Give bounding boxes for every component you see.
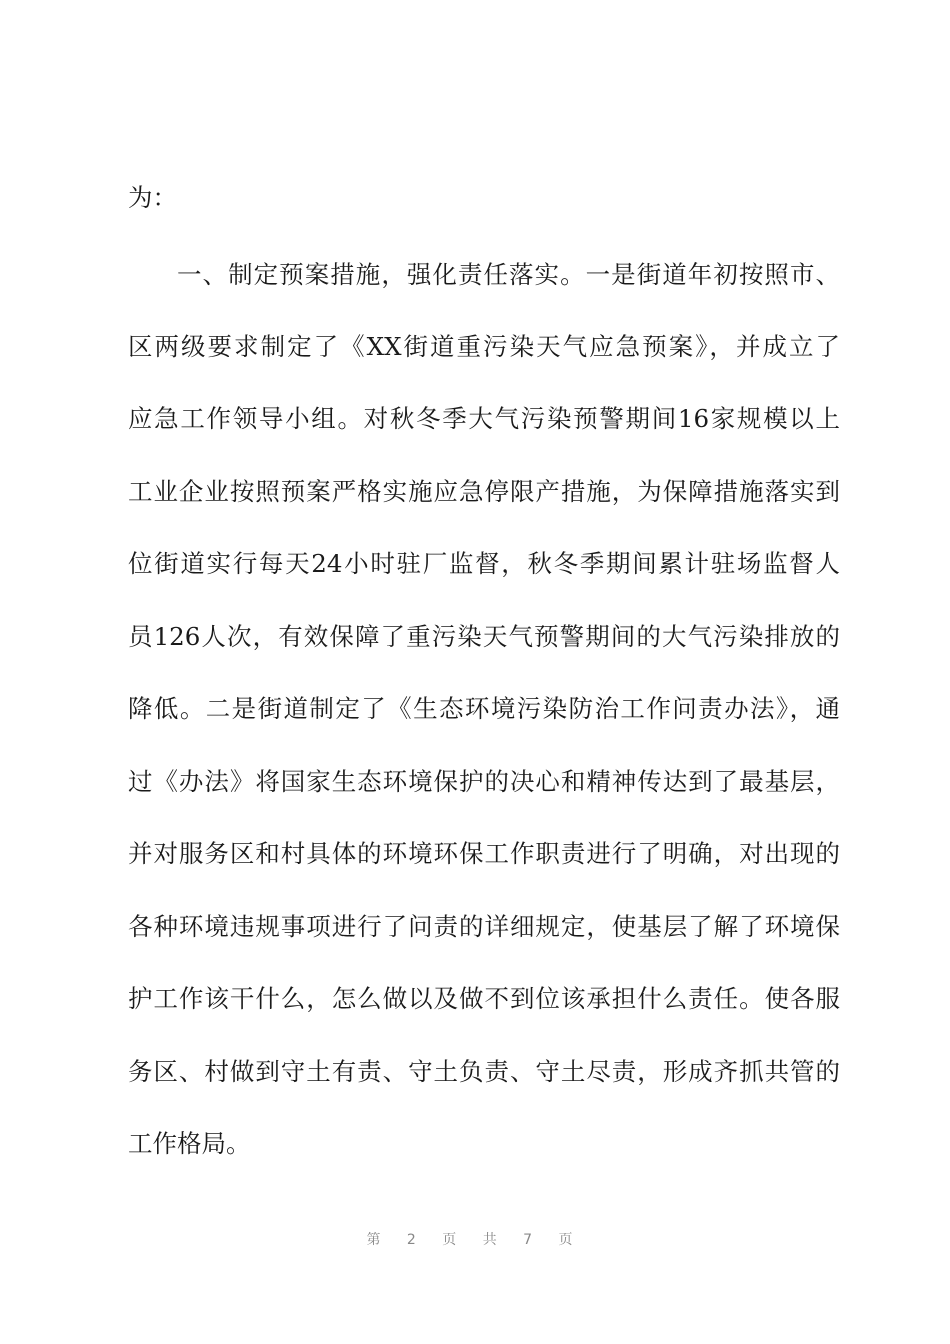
text-line: 为： <box>128 183 177 212</box>
text-line: 工业企业按照预案严格实施应急停限产措施，为保障措施落实到 <box>128 477 840 506</box>
paragraph-first-line: 一、制定预案措施，强化责任落实。一是街道年初按照市、 <box>177 260 840 289</box>
text-line: 并对服务区和村具体的环境环保工作职责进行了明确，对出现的 <box>128 839 840 868</box>
text-line: 过《办法》将国家生态环境保护的决心和精神传达到了最基层， <box>128 767 840 796</box>
page-number-footer: 第 2 页 共 7 页 <box>366 1232 584 1248</box>
text-line: 区两级要求制定了《XX街道重污染天气应急预案》，并成立了 <box>128 332 840 361</box>
text-line: 位街道实行每天24小时驻厂监督，秋冬季期间累计驻场监督人 <box>128 549 840 578</box>
text-line: 各种环境违规事项进行了问责的详细规定，使基层了解了环境保 <box>128 912 840 941</box>
text-line: 护工作该干什么，怎么做以及做不到位该承担什么责任。使各服 <box>128 984 840 1013</box>
text-line: 员126人次，有效保障了重污染天气预警期间的大气污染排放的 <box>128 622 840 651</box>
text-line: 应急工作领导小组。对秋冬季大气污染预警期间16家规模以上 <box>128 404 840 433</box>
text-line: 工作格局。 <box>128 1129 251 1158</box>
text-line: 降低。二是街道制定了《生态环境污染防治工作问责办法》，通 <box>128 694 840 723</box>
text-line: 务区、村做到守土有责、守土负责、守土尽责，形成齐抓共管的 <box>128 1057 840 1086</box>
